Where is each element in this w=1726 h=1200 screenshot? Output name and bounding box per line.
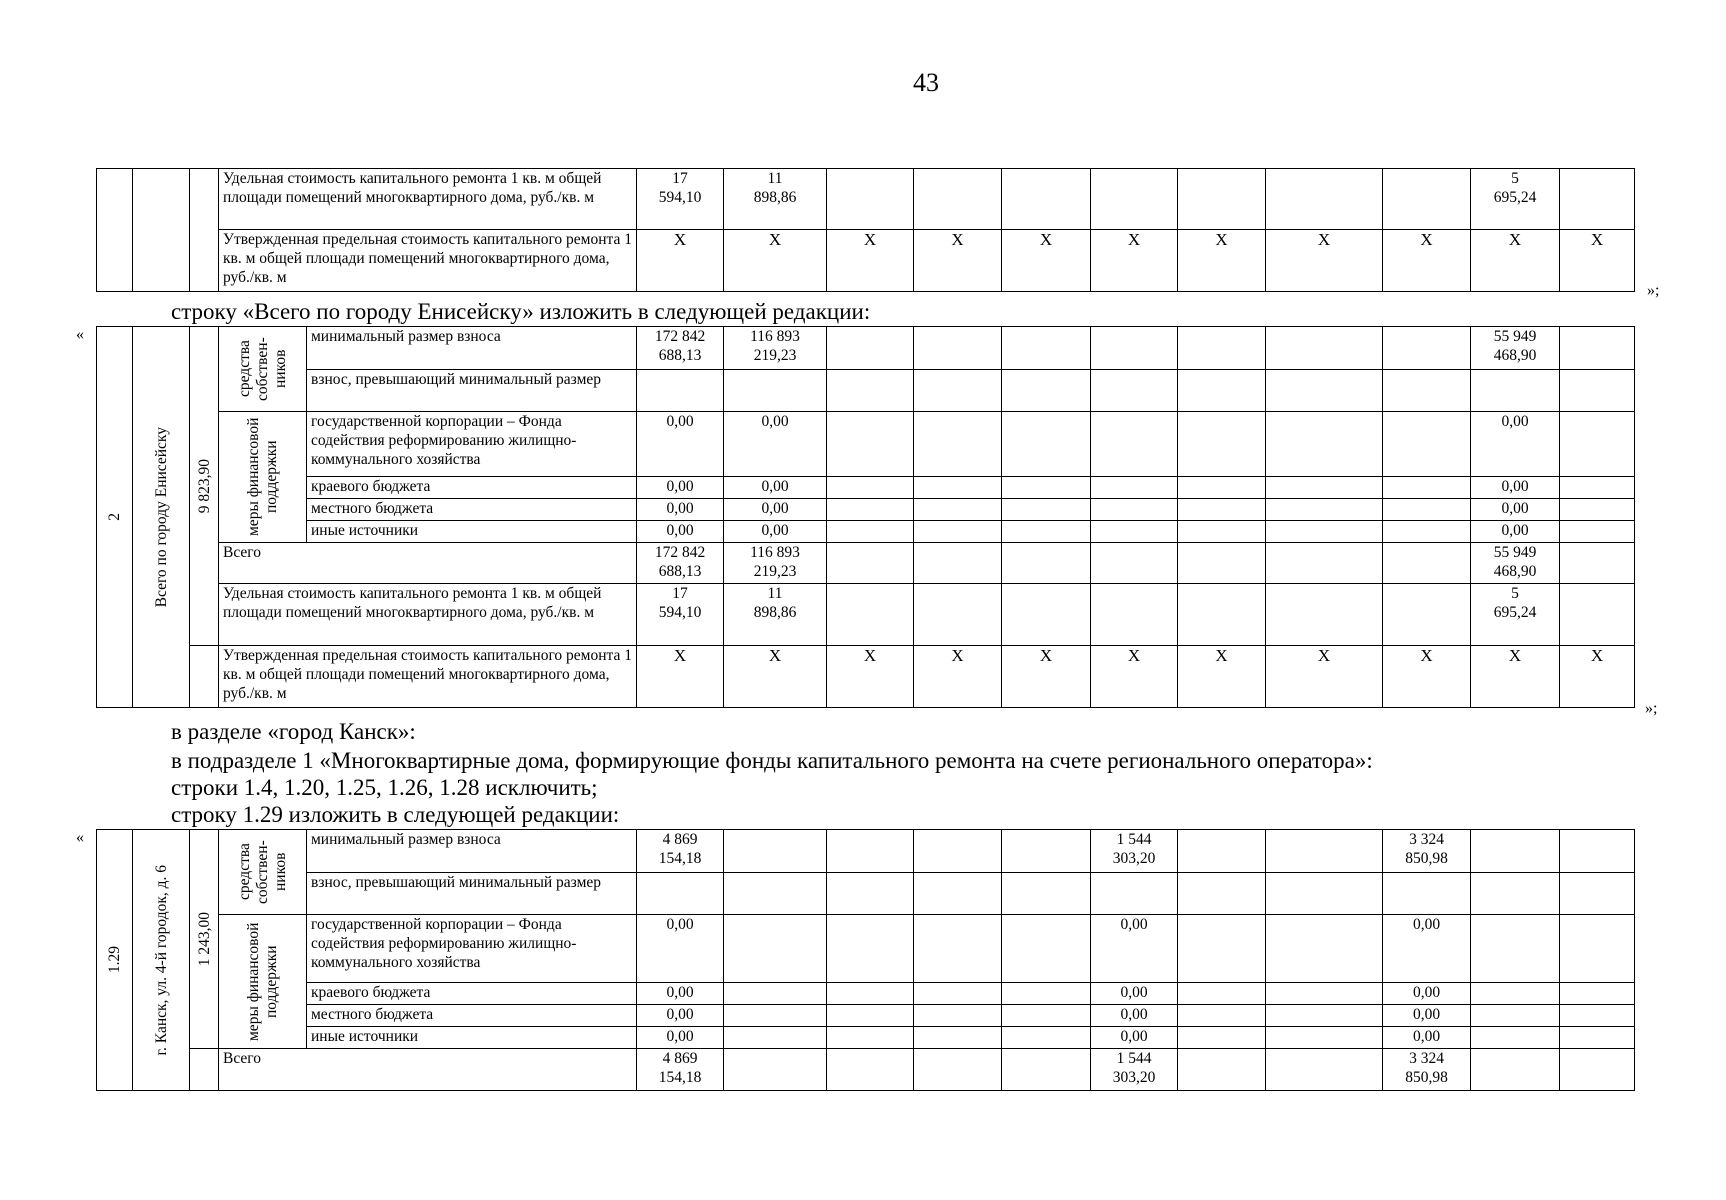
table-row: [97, 169, 1635, 230]
cell-value: 3 324 850,98: [1383, 1049, 1471, 1091]
cell-value: 0,00: [1383, 1005, 1471, 1027]
cell-x: Х: [827, 230, 914, 292]
cell-empty: [190, 169, 219, 292]
table-row: [97, 646, 1635, 708]
row-number: 1.29: [97, 830, 133, 1091]
cell-x: Х: [1266, 646, 1383, 708]
cell-x: Х: [637, 646, 724, 708]
cell-value: 1 544 303,20: [1091, 1049, 1178, 1091]
instruction-line: в подразделе 1 «Многоквартирные дома, формирующие фонды капитального ремонта на счете регионального оператора»:: [171, 748, 1373, 773]
instruction-line: строку «Всего по городу Енисейску» изложить в следующей редакции:: [171, 299, 871, 324]
cell-value: 4 869 154,18: [637, 830, 724, 873]
quote-open: «: [76, 829, 84, 846]
table-row: [97, 1005, 1635, 1027]
cell-x: Х: [1560, 646, 1635, 708]
cell-value: 116 893 219,23: [724, 543, 827, 584]
cell-x: Х: [1091, 230, 1178, 292]
cell-x: Х: [827, 646, 914, 708]
table-row: [97, 830, 1635, 873]
quote-close: »;: [1647, 282, 1660, 299]
cell-x: Х: [1383, 646, 1471, 708]
row-label: минимальный размер взноса: [307, 327, 637, 370]
table-row: [97, 983, 1635, 1005]
row-area: 9 823,90: [190, 327, 219, 646]
cell-x: Х: [724, 646, 827, 708]
cell-value: 17 594,10: [637, 169, 724, 230]
cell-value: 55 949 468,90: [1471, 327, 1560, 370]
cell-x: Х: [1266, 230, 1383, 292]
row-label: государственной корпорации – Фонда содействия реформированию жилищно-коммунального хозяйства: [307, 915, 637, 983]
row-label: государственной корпорации – Фонда содействия реформированию жилищно-коммунального хозяйства: [307, 412, 637, 477]
table-row: [97, 543, 1635, 584]
cell-value: 11 898,86: [724, 584, 827, 646]
table-row: [97, 521, 1635, 543]
cell-value: 0,00: [1091, 915, 1178, 983]
row-number: 2: [97, 327, 133, 708]
cell-value: 5 695,24: [1471, 584, 1560, 646]
cell-x: Х: [637, 230, 724, 292]
quote-open: «: [76, 326, 84, 343]
quote-close: »;: [1645, 700, 1658, 717]
table-row: [97, 915, 1635, 983]
table-row: [97, 873, 1635, 915]
table-kansk-1-29: [96, 829, 1635, 1091]
row-name: г. Канск, ул. 4-й городок, д. 6: [133, 830, 190, 1091]
cell-value: 0,00: [1471, 412, 1560, 477]
cell-value: 55 949 468,90: [1471, 543, 1560, 584]
table-row: [97, 327, 1635, 370]
cell-value: 0,00: [1383, 1027, 1471, 1049]
cell-value: 0,00: [1091, 983, 1178, 1005]
cell-x: Х: [914, 230, 1002, 292]
cell-value: 0,00: [637, 915, 724, 983]
cell-x: Х: [1002, 646, 1091, 708]
cell-value: 0,00: [1471, 499, 1560, 521]
cell-value: 0,00: [1383, 983, 1471, 1005]
cell-value: 0,00: [637, 477, 724, 499]
table-row: [97, 412, 1635, 477]
row-label: взнос, превышающий минимальный размер: [307, 873, 637, 915]
cell-value: 116 893 219,23: [724, 327, 827, 370]
row-label: краевого бюджета: [307, 983, 637, 1005]
cell-value: 0,00: [724, 412, 827, 477]
group-mery: меры финансовой поддержки: [219, 915, 307, 1049]
instruction-line: строку 1.29 изложить в следующей редакции:: [171, 802, 620, 827]
cell-value: 0,00: [1383, 915, 1471, 983]
cell-value: 0,00: [637, 499, 724, 521]
cell-x: Х: [1091, 646, 1178, 708]
row-label: минимальный размер взноса: [307, 830, 637, 873]
table-continuation: [96, 168, 1635, 292]
cell-x: Х: [1178, 646, 1266, 708]
cell-x: Х: [1178, 230, 1266, 292]
cell-value: 0,00: [1471, 477, 1560, 499]
cell-x: Х: [724, 230, 827, 292]
cell-value: 0,00: [637, 412, 724, 477]
cell-value: 17 594,10: [637, 584, 724, 646]
cell-value: 0,00: [637, 521, 724, 543]
cell-value: 0,00: [724, 477, 827, 499]
row-label-udelnaya: Удельная стоимость капитального ремонта 1 кв. м общей площади помещений многоквартирного дома, руб./кв. м: [219, 584, 637, 646]
cell-value: 0,00: [1091, 1027, 1178, 1049]
cell-value: 5 695,24: [1471, 169, 1560, 230]
table-row: [97, 584, 1635, 646]
cell-x: Х: [1560, 230, 1635, 292]
cell-value: 0,00: [637, 1005, 724, 1027]
table-yeniseysk-total: [96, 326, 1635, 708]
group-sredstva: средства собствен-ников: [219, 327, 307, 412]
cell-value: 4 869 154,18: [637, 1049, 724, 1091]
table-row: [97, 1049, 1635, 1091]
cell-value: 0,00: [724, 521, 827, 543]
cell-x: Х: [1471, 230, 1560, 292]
cell-value: 0,00: [637, 983, 724, 1005]
cell-x: Х: [1471, 646, 1560, 708]
row-label: краевого бюджета: [307, 477, 637, 499]
group-mery: меры финансовой поддержки: [219, 412, 307, 543]
row-label-utverzhdennaya: Утвержденная предельная стоимость капитального ремонта 1 кв. м общей площади помещений многоквартирного дома, руб./кв. м: [219, 230, 637, 292]
instruction-line: в разделе «город Канск»:: [171, 719, 416, 744]
cell-value: 3 324 850,98: [1383, 830, 1471, 873]
group-sredstva: средства собствен-ников: [219, 830, 307, 915]
table-row: [97, 477, 1635, 499]
cell-value: 172 842 688,13: [637, 327, 724, 370]
row-label: иные источники: [307, 1027, 637, 1049]
row-label-utverzhdennaya: Утвержденная предельная стоимость капитального ремонта 1 кв. м общей площади помещений многоквартирного дома, руб./кв. м: [219, 646, 637, 708]
table-row: [97, 1027, 1635, 1049]
cell-value: 11 898,86: [724, 169, 827, 230]
cell-x: Х: [1383, 230, 1471, 292]
row-label: иные источники: [307, 521, 637, 543]
row-label: местного бюджета: [307, 1005, 637, 1027]
cell-value: 172 842 688,13: [637, 543, 724, 584]
cell-value: 0,00: [637, 1027, 724, 1049]
table-row: [97, 370, 1635, 412]
instruction-line: строки 1.4, 1.20, 1.25, 1.26, 1.28 исключить;: [171, 775, 598, 800]
row-label-vsego: Всего: [219, 543, 637, 584]
row-label: местного бюджета: [307, 499, 637, 521]
table-row: [97, 230, 1635, 292]
table-row: [97, 499, 1635, 521]
cell-value: 0,00: [724, 499, 827, 521]
cell-empty: [97, 169, 133, 292]
page-number: 43: [913, 68, 939, 97]
cell-x: Х: [914, 646, 1002, 708]
cell-value: 0,00: [1091, 1005, 1178, 1027]
row-area: 1 243,00: [190, 830, 219, 1049]
row-name: Всего по городу Енисейску: [133, 327, 190, 708]
row-label-udelnaya: Удельная стоимость капитального ремонта 1 кв. м общей площади помещений многоквартирного дома, руб./кв. м: [219, 169, 637, 230]
row-label: взнос, превышающий минимальный размер: [307, 370, 637, 412]
cell-value: 0,00: [1471, 521, 1560, 543]
cell-empty: [133, 169, 190, 292]
row-label-vsego: Всего: [219, 1049, 637, 1091]
cell-value: 1 544 303,20: [1091, 830, 1178, 873]
cell-x: Х: [1002, 230, 1091, 292]
